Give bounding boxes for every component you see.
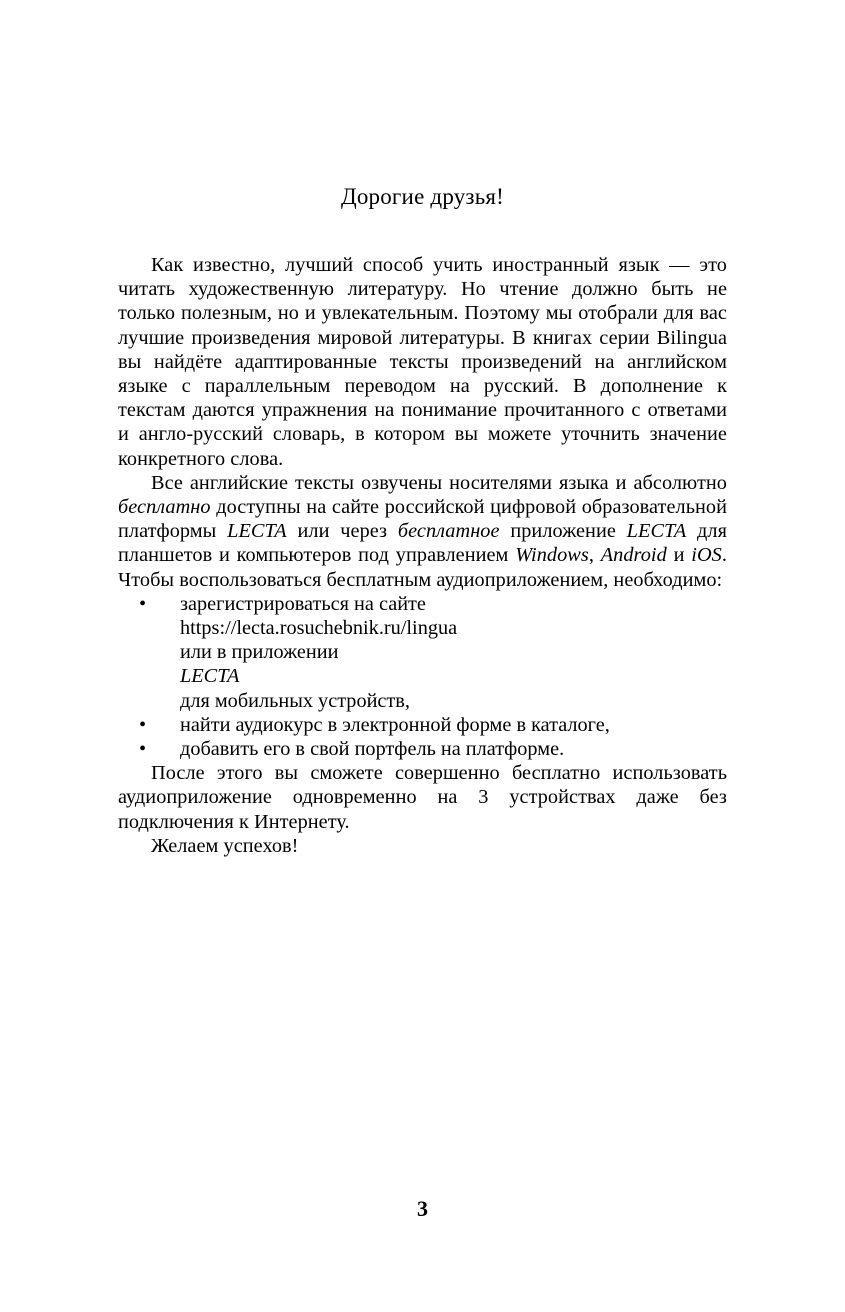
body-text — [118, 253, 727, 858]
paragraph-intro: Как известно, лучший способ учить иностранный язык — это читать художественную литературу. Но чтение должно быть не только полезным, но и увлекательным. Поэтому мы отобрали для вас лучшие произведения мировой литературы. В книгах серии Bilingua вы найдёте адаптированные тексты произведений на английском языке с параллельным переводом на русский. В дополнение к текстам даются упражнения на понимание прочитанного с ответами и англо-русский словарь, в котором вы можете уточнить значение конкретного слова. — [118, 254, 727, 470]
paragraph-offline: После этого вы сможете совершенно бесплатно использовать аудиоприложение одновременно на 3 устройствах даже без подключения к Интернету. — [118, 762, 727, 833]
list-item — [118, 713, 727, 737]
emphasis-windows: Windows — [515, 544, 589, 567]
paragraph-audio — [118, 471, 727, 592]
bullet-icon: • — [139, 592, 147, 615]
emphasis-android: Android — [600, 544, 667, 567]
list-item — [118, 737, 727, 761]
list-line-rest: для мобильных устройств, — [180, 689, 410, 712]
list-item-text — [180, 737, 727, 761]
emphasis-lecta: LECTA — [227, 520, 287, 543]
text-segment: приложение — [499, 520, 627, 543]
list-item-text — [180, 592, 727, 713]
closing-line: Желаем успехов! — [151, 834, 299, 857]
list-line — [180, 664, 727, 712]
list-line: найти аудиокурс в электронной форме в каталоге, — [180, 713, 610, 736]
instruction-list — [118, 592, 727, 761]
emphasis-lecta-mobile: LECTA — [180, 665, 240, 688]
text-segment: , — [588, 544, 601, 567]
text-segment: или через — [286, 520, 398, 543]
emphasis-ios: iOS — [691, 544, 722, 567]
text-segment: доступны на сайте российской цифровой образовательной платформы — [118, 496, 727, 543]
page-title: Дорогие друзья! — [340, 184, 505, 209]
text-segment: . Чтобы воспользоваться бесплатным аудиоприложением, необходимо: — [118, 544, 727, 591]
list-line: добавить его в свой портфель на платформе. — [180, 738, 565, 761]
list-line — [180, 616, 727, 664]
text-segment: Все английские тексты озвучены носителями языка и абсолютно — [151, 471, 727, 494]
page-number: 3 — [417, 1196, 428, 1221]
list-item-text — [180, 713, 727, 737]
lecta-url: https://lecta.rosuchebnik.ru/lingua — [180, 617, 458, 640]
bullet-icon: • — [139, 713, 147, 736]
list-line-rest: или в приложении — [180, 641, 339, 664]
text-segment: и — [666, 544, 692, 567]
emphasis-lecta-app: LECTA — [626, 520, 687, 543]
list-line: зарегистрироваться на сайте — [180, 592, 426, 615]
list-item — [118, 592, 727, 713]
emphasis-free: бесплатно — [118, 496, 211, 519]
text-segment: для планшетов и компьютеров под управлением — [118, 520, 727, 567]
bullet-icon: • — [139, 738, 147, 761]
page-content — [118, 0, 727, 858]
emphasis-free-app: бесплатное — [397, 520, 500, 543]
